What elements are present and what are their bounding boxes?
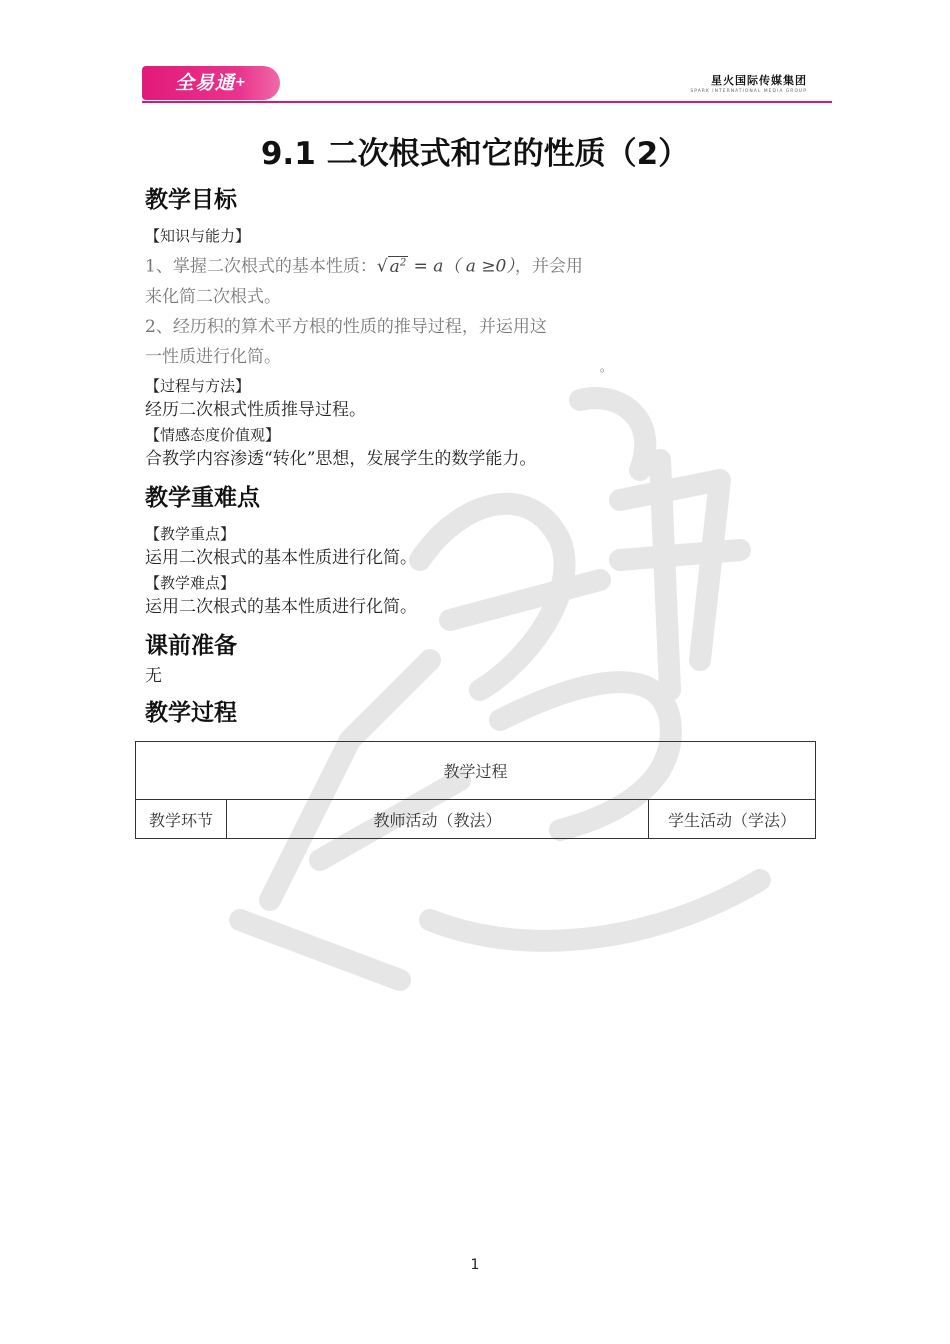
page-number: 1 <box>470 1257 480 1273</box>
key-point-label: 【教学重点】 <box>145 524 236 543</box>
values-label: 【情感态度价值观】 <box>145 425 281 444</box>
process-method-label: 【过程与方法】 <box>145 376 251 395</box>
table-title: 教学过程 <box>136 742 816 800</box>
objective-item-1-cont: 来化简二次根式。 <box>145 286 281 307</box>
difficult-point-text: 运用二次根式的基本性质进行化简。 <box>145 596 417 617</box>
stray-mark: 。 <box>600 360 613 374</box>
objective-item-2-cont: 一性质进行化简。 <box>145 346 281 367</box>
teaching-process-table <box>135 741 816 839</box>
process-heading: 教学过程 <box>145 699 237 726</box>
column-header-teacher: 教师活动（教法） <box>227 800 649 839</box>
header-divider <box>142 101 832 103</box>
objective-item-2: 2、经历积的算术平方根的性质的推导过程，并运用这 <box>145 316 547 337</box>
company-mark <box>690 72 807 94</box>
objectives-heading: 教学目标 <box>145 187 237 213</box>
objective-item-1: 1、掌握二次根式的基本性质：√ $a^2 = a$（ a ≥0），并会用 <box>145 256 583 277</box>
sqrt-formula: √ $a^2 = a$（ a ≥0） <box>376 256 515 277</box>
page-title: 9.1 二次根式和它的性质（2） <box>260 136 690 172</box>
lesson-content <box>145 182 815 731</box>
preparation-text: 无 <box>145 665 162 686</box>
company-name-en: SPARK INTERNATIONAL MEDIA GROUP <box>690 89 807 94</box>
company-name-cn: 星火国际传媒集团 <box>711 74 807 87</box>
key-points-heading: 教学重难点 <box>145 484 260 511</box>
difficult-point-label: 【教学难点】 <box>145 573 236 592</box>
process-method-text: 经历二次根式性质推导过程。 <box>145 399 366 420</box>
knowledge-label: 【知识与能力】 <box>145 227 251 245</box>
column-header-student: 学生活动（学法） <box>649 800 816 839</box>
key-point-text: 运用二次根式的基本性质进行化简。 <box>145 547 417 568</box>
values-text: 合教学内容渗透“转化”思想，发展学生的数学能力。 <box>145 448 537 469</box>
preparation-heading: 课前准备 <box>145 632 237 659</box>
column-header-stage: 教学环节 <box>136 800 227 839</box>
brand-logo: 全易通+ <box>142 66 280 100</box>
